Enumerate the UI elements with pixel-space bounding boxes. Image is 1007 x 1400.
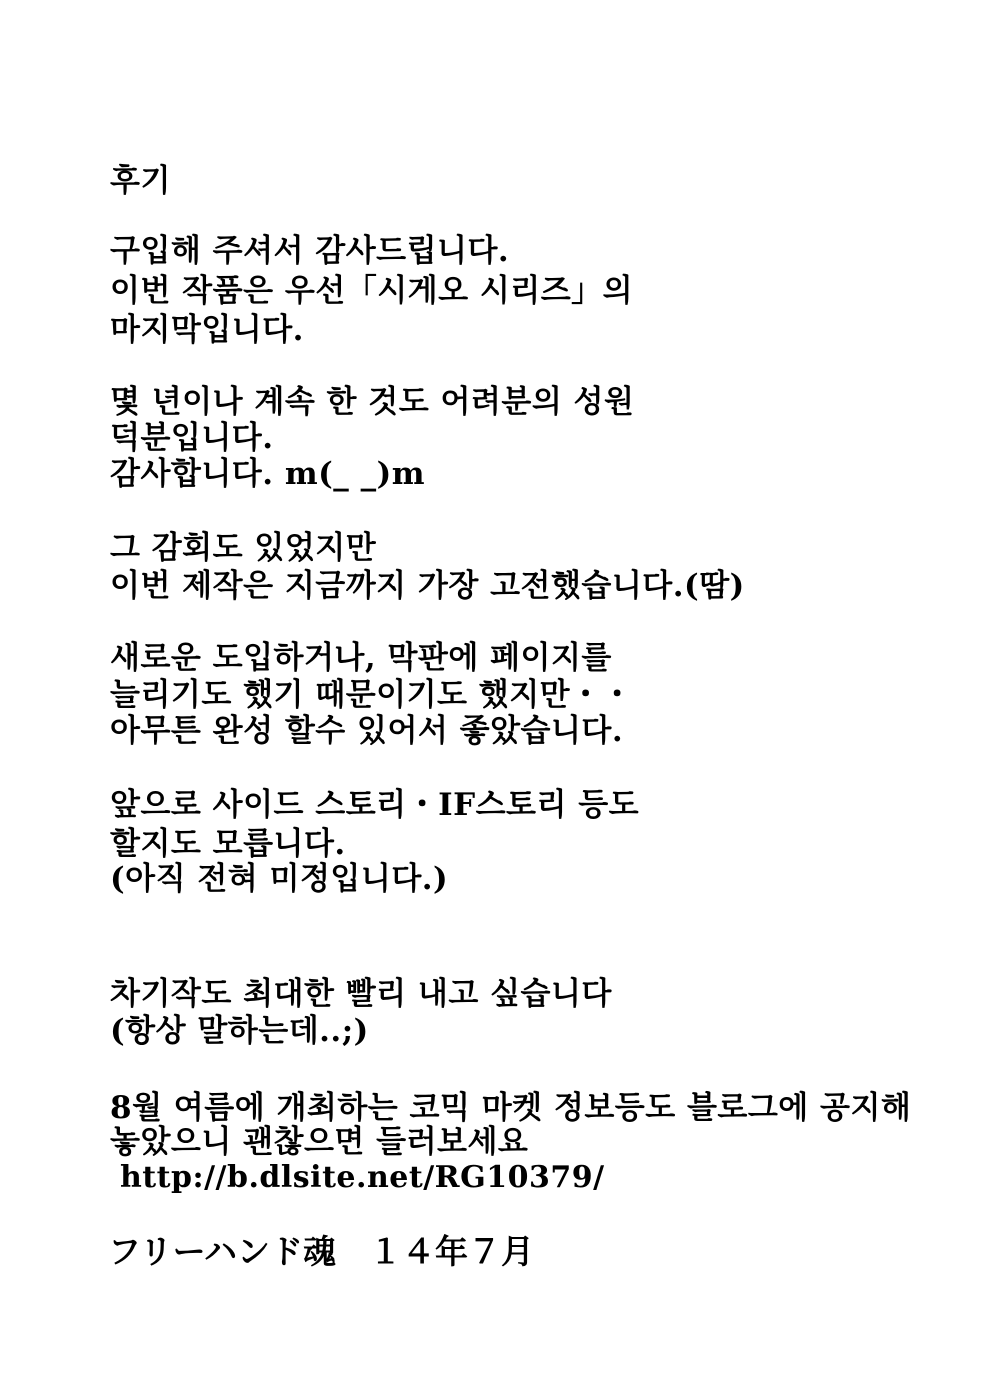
text-line: (아직 전혀 미정입니다.) [110,861,449,897]
afterword-heading: 후기 [110,163,171,199]
text-line: 이번 제작은 지금까지 가장 고전했습니다.(땀) [110,568,745,604]
text-line: 덕분입니다. [110,420,274,456]
text-line: 새로운 도입하거나, 막판에 페이지를 [110,640,612,676]
text-line: 감사합니다. m(_ _)m [110,456,426,492]
text-line: 마지막입니다. [110,312,304,348]
blog-url: http://b.dlsite.net/RG10379/ [120,1160,605,1195]
signature: フリーハンド魂 １４年７月 [108,1232,535,1271]
text-line: (항상 말하는데..;) [110,1013,369,1049]
text-line: 몇 년이나 계속 한 것도 어려분의 성원 [110,384,635,420]
text-line: 8월 여름에 개최하는 코믹 마켓 정보등도 블로그에 공지해 [110,1090,912,1126]
text-line: 늘리기도 했기 때문이기도 했지만・・ [110,677,634,713]
text-line: 그 감회도 있었지만 [110,530,377,566]
text-line: 차기작도 최대한 빨리 내고 싶습니다 [110,976,612,1012]
text-line: 이번 작품은 우선「시게오 시리즈」의 [110,273,634,309]
text-line: 할지도 모릅니다. [110,826,346,862]
text-line: 아무튼 완성 할수 있어서 좋았습니다. [110,713,624,749]
text-line: 놓았으니 괜찮으면 들러보세요 [110,1124,529,1160]
text-line: 앞으로 사이드 스토리・IF스토리 등도 [110,787,640,823]
text-line: 구입해 주셔서 감사드립니다. [110,233,510,269]
